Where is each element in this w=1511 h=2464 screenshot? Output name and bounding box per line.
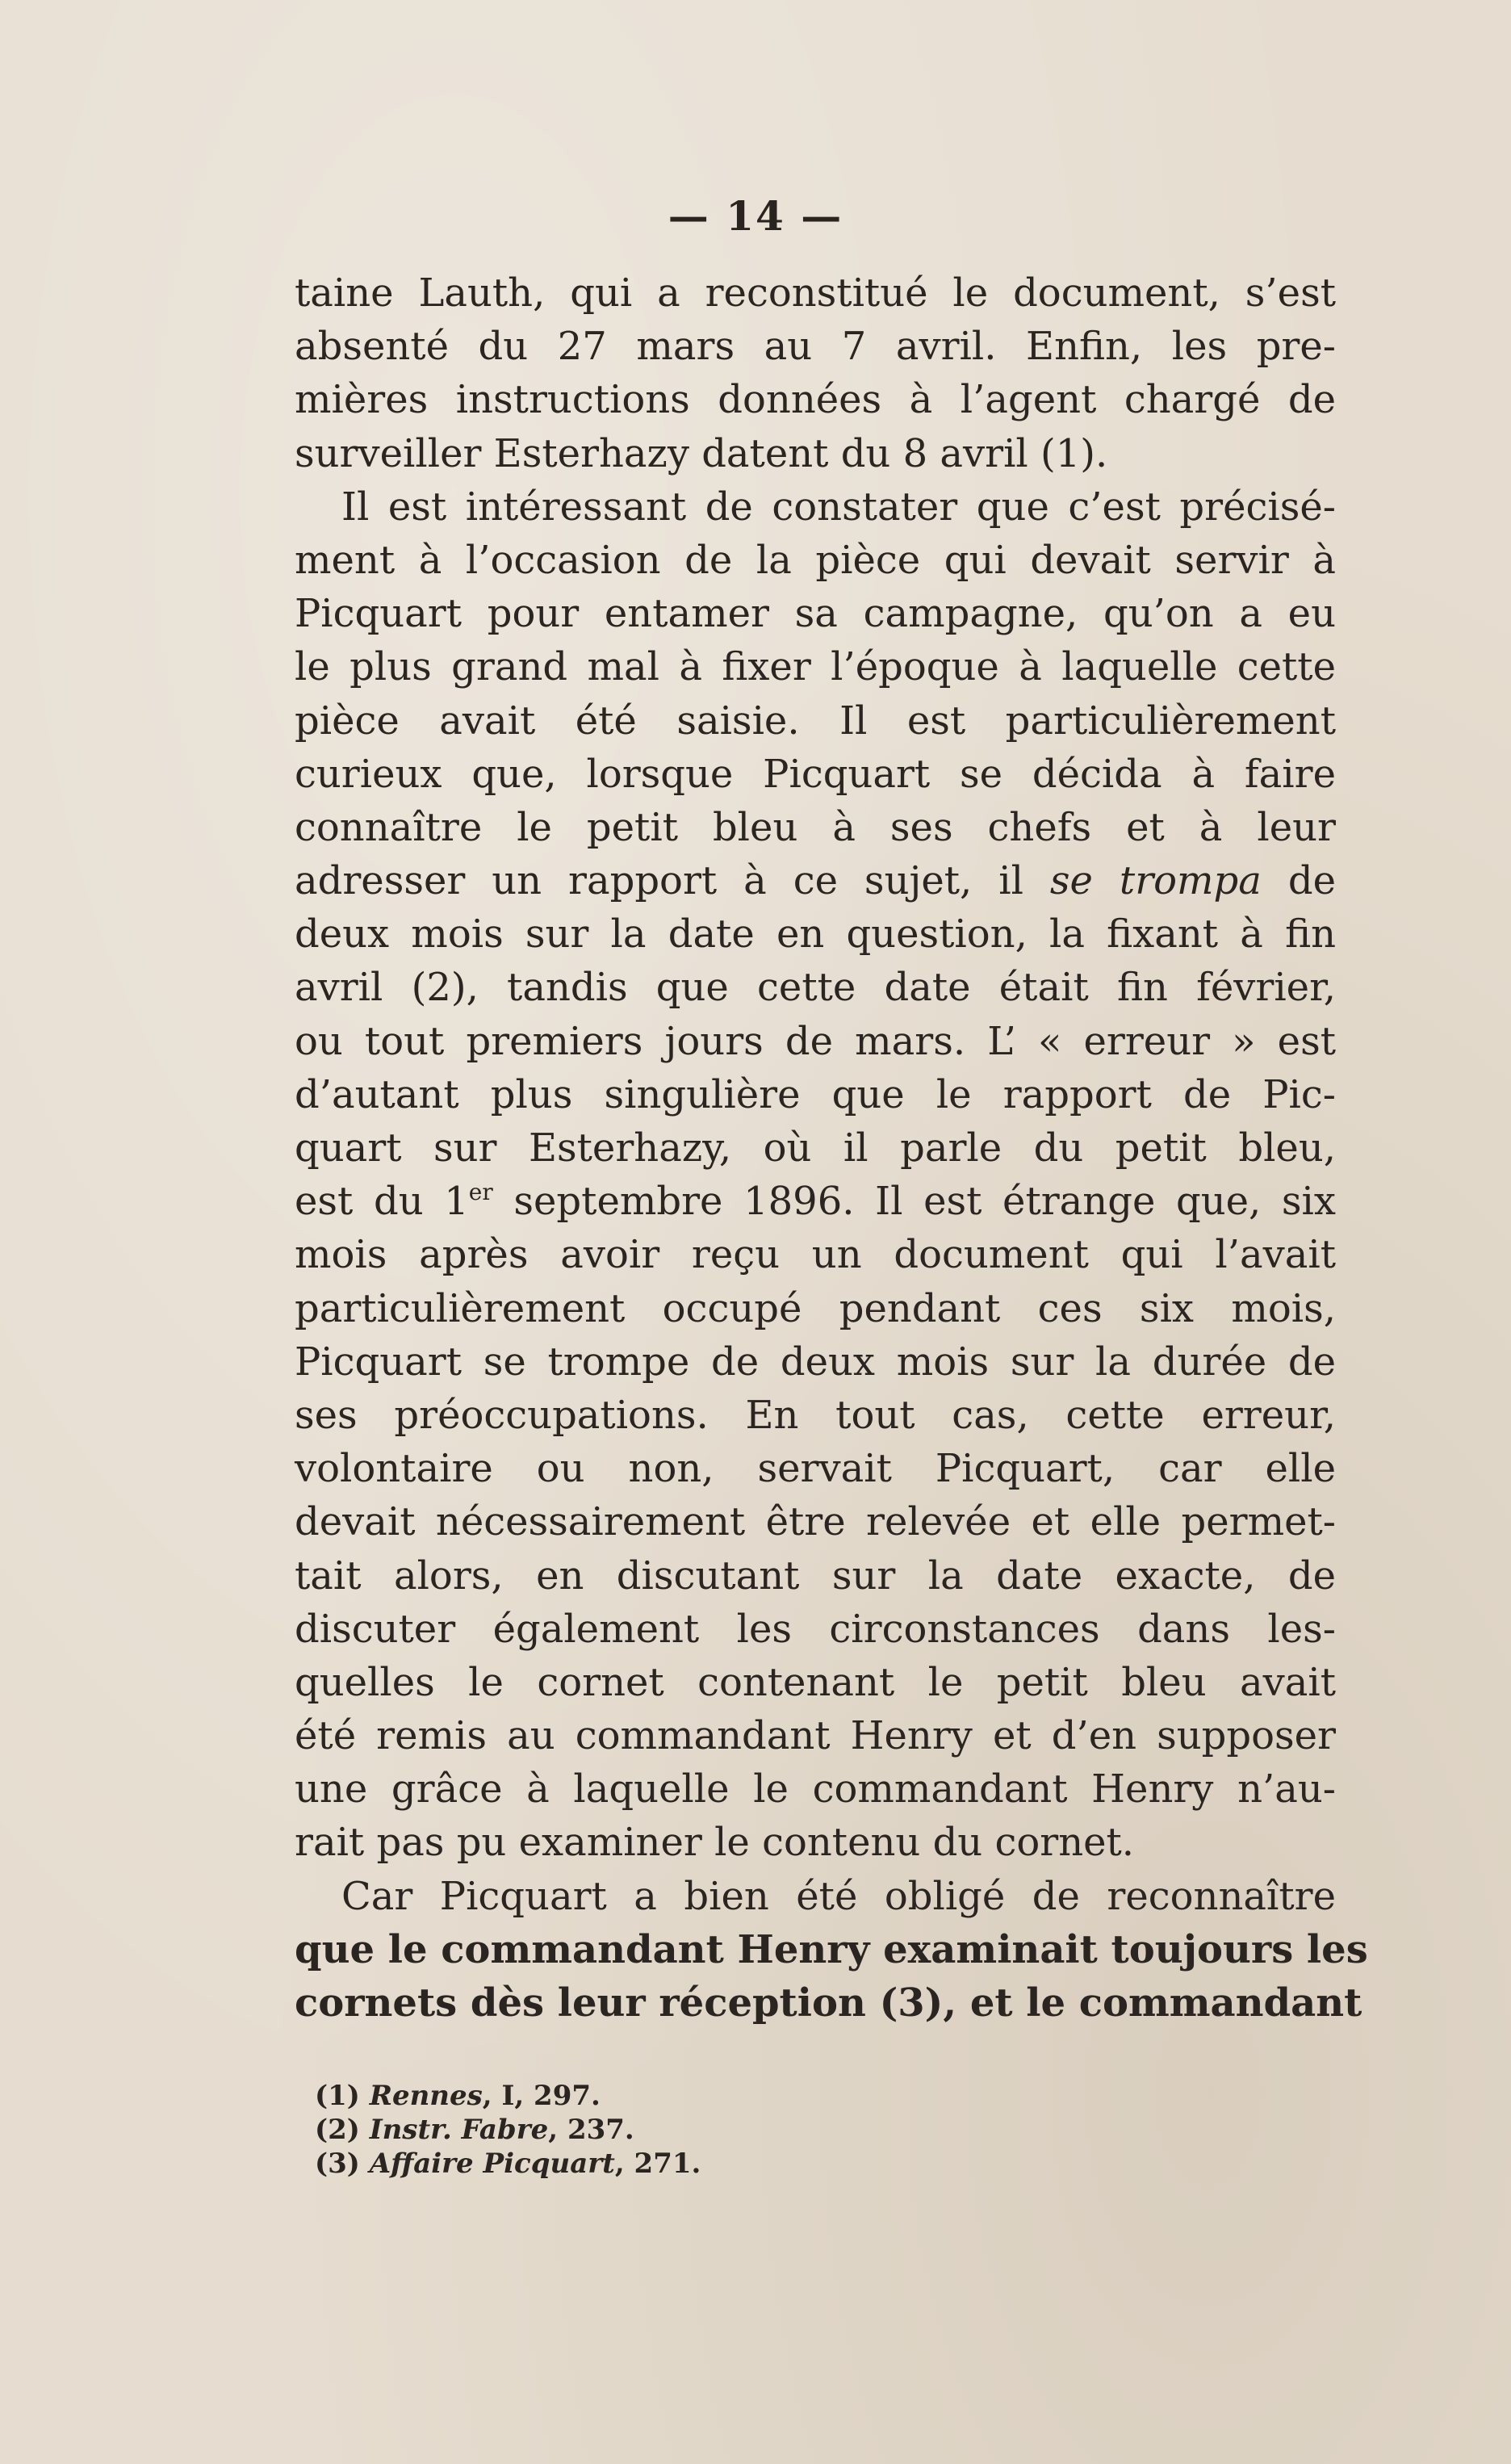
text-line: volontaire ou non, servait Picquart, car elle [295, 1446, 1336, 1492]
footnote [315, 2079, 1041, 2113]
text-line: ment à l’occasion de la pièce qui devait servir à [295, 537, 1336, 583]
text-line: pièce avait été saisie. Il est particulièrement [295, 698, 1336, 744]
text-line: connaître le petit bleu à ses chefs et à leur [295, 804, 1336, 850]
body-text [295, 266, 1368, 2030]
text-line: rait pas pu examiner le contenu du cornet. [295, 1820, 1135, 1866]
footnote-title: Instr. Fabre [369, 2114, 549, 2146]
footnote-title: Rennes [369, 2080, 483, 2112]
text-line [295, 1175, 1336, 1228]
text-line: une grâce à laquelle le commandant Henry n’au- [295, 1766, 1336, 1812]
page-number: — 14 — [668, 192, 843, 240]
text-line: Picquart pour entamer sa campagne, qu’on a eu [295, 591, 1336, 637]
text-line: que le commandant Henry examinait toujours les [295, 1926, 1368, 1972]
footnote-title: Affaire Picquart [369, 2148, 615, 2180]
text-line: avril (2), tandis que cette date était fin février, [295, 965, 1336, 1011]
text-line: cornets dès leur réception (3), et le commandant [295, 1980, 1362, 2026]
footnote-marker: (2) [315, 2114, 360, 2146]
text-line: mières instructions données à l’agent chargé de [295, 377, 1336, 423]
text-line: absenté du 27 mars au 7 avril. Enfin, les pre- [295, 324, 1336, 370]
footnote-marker: (3) [315, 2148, 360, 2180]
text-line: Picquart se trompe de deux mois sur la durée de [295, 1339, 1336, 1385]
text-line: mois après avoir reçu un document qui l’avait [295, 1232, 1336, 1278]
text-segment: de [1287, 858, 1336, 904]
text-line: le plus grand mal à fixer l’époque à laquelle cette [295, 644, 1336, 690]
superscript: er [468, 1179, 493, 1206]
text-line [295, 854, 1336, 907]
text-line: discuter également les circonstances dans les- [295, 1606, 1336, 1652]
text-segment: adresser un rapport à ce sujet, il [295, 858, 1023, 904]
footnote-marker: (1) [315, 2080, 360, 2112]
text-segment: est du 1 [295, 1179, 469, 1225]
footnote-ref: , I, 297. [482, 2080, 601, 2112]
text-line: ses préoccupations. En tout cas, cette erreur, [295, 1392, 1336, 1438]
text-line: Il est intéressant de constater que c’est précisé- [341, 484, 1336, 530]
text-line: quelles le cornet contenant le petit bleu avait [295, 1659, 1336, 1705]
footnote [315, 2113, 1041, 2147]
text-line: quart sur Esterhazy, où il parle du petit bleu, [295, 1125, 1336, 1171]
text-line: Car Picquart a bien été obligé de reconnaître [341, 1873, 1336, 1919]
footnote-ref: , 271. [614, 2148, 701, 2180]
text-line: taine Lauth, qui a reconstitué le document, s’est [295, 270, 1336, 316]
text-line: devait nécessairement être relevée et elle permet- [295, 1499, 1336, 1545]
footnote [315, 2147, 1041, 2181]
footnotes [315, 2079, 1041, 2181]
text-line: curieux que, lorsque Picquart se décida à faire [295, 751, 1336, 797]
text-line: ou tout premiers jours de mars. L’ « erreur » est [295, 1018, 1336, 1064]
text-line: particulièrement occupé pendant ces six mois, [295, 1285, 1336, 1331]
text-line: été remis au commandant Henry et d’en supposer [295, 1713, 1336, 1759]
emphasis-text: se trompa [1049, 858, 1262, 904]
text-line: surveiller Esterhazy datent du 8 avril (1). [295, 430, 1108, 476]
text-line: tait alors, en discutant sur la date exacte, de [295, 1553, 1336, 1599]
text-line: d’autant plus singulière que le rapport de Pic- [295, 1071, 1336, 1117]
footnote-ref: , 237. [548, 2114, 634, 2146]
text-line: deux mois sur la date en question, la fixant à fin [295, 911, 1336, 958]
text-segment: septembre 1896. Il est étrange que, six [513, 1179, 1336, 1225]
